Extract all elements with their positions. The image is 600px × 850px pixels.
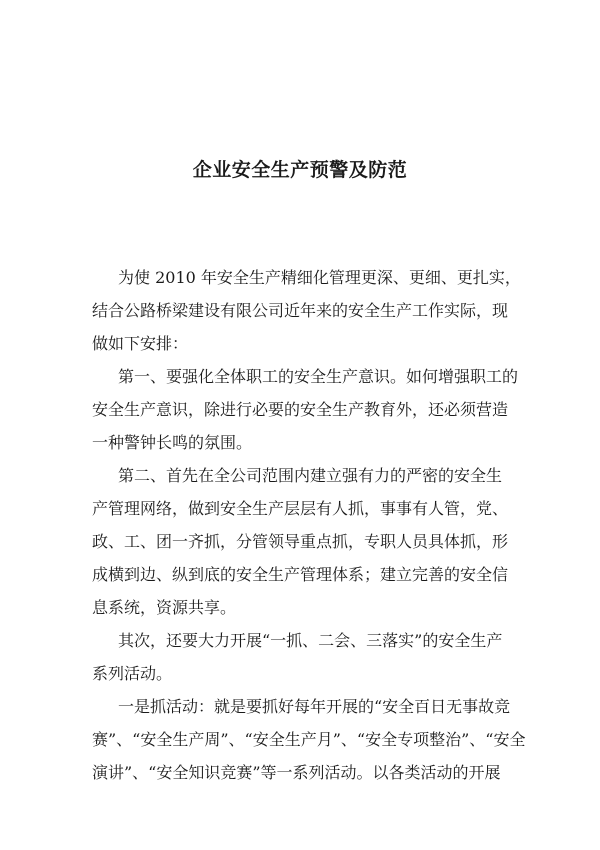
paragraph-3-line-2: 产管理网络，做到安全生产层层有人抓，事事有人管，党、 xyxy=(92,499,509,518)
paragraph-2-line-3: 一种警钟长鸣的氛围。 xyxy=(92,433,253,452)
paragraph-4-line-1: 其次，还要大力开展“一抓、二会、三落实”的安全生产 xyxy=(118,631,503,650)
paragraph-1-line-3: 做如下安排： xyxy=(92,334,189,353)
paragraph-5-line-2: 赛”、“安全生产周”、“安全生产月”、“安全专项整治”、“安全 xyxy=(92,730,526,749)
paragraph-1-line-1: 为使 2010 年安全生产精细化管理更深、更细、更扎实， xyxy=(118,268,521,287)
paragraph-1-line-2: 结合公路桥梁建设有限公司近年来的安全生产工作实际，现 xyxy=(92,301,509,320)
paragraph-2-line-2: 安全生产意识，除进行必要的安全生产教育外，还必须营造 xyxy=(92,400,509,419)
paragraph-2-line-1: 第一、要强化全体职工的安全生产意识。如何增强职工的 xyxy=(118,367,519,386)
document-title: 企业安全生产预警及防范 xyxy=(192,159,408,181)
paragraph-5-line-1: 一是抓活动：就是要抓好每年开展的“安全百日无事故竞 xyxy=(118,697,511,716)
paragraph-3-line-4: 成横到边、纵到底的安全生产管理体系；建立完善的安全信 xyxy=(92,565,509,584)
paragraph-5-line-3: 演讲”、“安全知识竞赛”等一系列活动。以各类活动的开展 xyxy=(92,763,501,782)
paragraph-3-line-5: 息系统，资源共享。 xyxy=(92,598,237,617)
paragraph-3-line-3: 政、工、团一齐抓，分管领导重点抓，专职人员具体抓，形 xyxy=(92,532,509,551)
paragraph-4-line-2: 系列活动。 xyxy=(92,664,173,683)
paragraph-3-line-1: 第二、首先在全公司范围内建立强有力的严密的安全生 xyxy=(118,466,503,485)
